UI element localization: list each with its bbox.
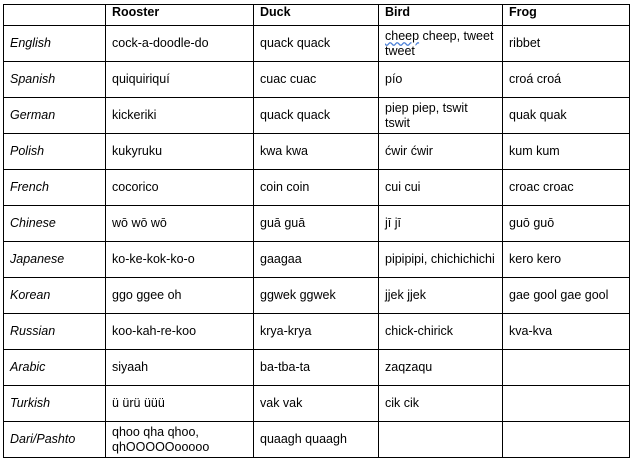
duck-cell: quack quack <box>254 98 379 134</box>
animal-sounds-table <box>3 4 630 458</box>
bird-cell: cui cui <box>379 170 503 206</box>
frog-cell: guō guō <box>503 206 630 242</box>
spellcheck-underlined-word: cheep <box>385 29 420 43</box>
duck-cell: quack quack <box>254 26 379 62</box>
language-cell: Korean <box>4 278 106 314</box>
bird-cell <box>379 422 503 458</box>
table-row <box>4 206 630 242</box>
header-row <box>4 5 630 26</box>
duck-cell: ba-tba-ta <box>254 350 379 386</box>
rooster-cell: wō wō wō <box>106 206 254 242</box>
table-row <box>4 98 630 134</box>
language-cell: Polish <box>4 134 106 170</box>
rooster-cell: cock-a-doodle-do <box>106 26 254 62</box>
header-bird: Bird <box>379 5 503 26</box>
rooster-cell: qhoo qha qhoo, qhOOOOOooooo <box>106 422 254 458</box>
language-cell: Russian <box>4 314 106 350</box>
rooster-cell: siyaah <box>106 350 254 386</box>
header-duck: Duck <box>254 5 379 26</box>
frog-cell: kero kero <box>503 242 630 278</box>
language-cell: French <box>4 170 106 206</box>
table-row <box>4 278 630 314</box>
table-row <box>4 26 630 62</box>
bird-cell <box>379 26 503 62</box>
rooster-cell: ü ürü üüü <box>106 386 254 422</box>
duck-cell: krya-krya <box>254 314 379 350</box>
table-row <box>4 350 630 386</box>
table-row <box>4 170 630 206</box>
rooster-cell: kickeriki <box>106 98 254 134</box>
duck-cell: coin coin <box>254 170 379 206</box>
duck-cell: kwa kwa <box>254 134 379 170</box>
duck-cell: guā guā <box>254 206 379 242</box>
bird-cell: ćwir ćwir <box>379 134 503 170</box>
language-cell: Chinese <box>4 206 106 242</box>
bird-cell: cik cik <box>379 386 503 422</box>
duck-cell: quaagh quaagh <box>254 422 379 458</box>
rooster-cell: ko-ke-kok-ko-o <box>106 242 254 278</box>
frog-cell <box>503 350 630 386</box>
frog-cell: kva-kva <box>503 314 630 350</box>
duck-cell: gaagaa <box>254 242 379 278</box>
duck-cell: ggwek ggwek <box>254 278 379 314</box>
frog-cell: ribbet <box>503 26 630 62</box>
frog-cell <box>503 386 630 422</box>
rooster-cell: cocorico <box>106 170 254 206</box>
bird-cell: pío <box>379 62 503 98</box>
header-rooster: Rooster <box>106 5 254 26</box>
language-cell: Turkish <box>4 386 106 422</box>
rooster-cell: quiquiriquí <box>106 62 254 98</box>
table-row <box>4 242 630 278</box>
frog-cell: kum kum <box>503 134 630 170</box>
bird-cell: chick-chirick <box>379 314 503 350</box>
frog-cell: gae gool gae gool <box>503 278 630 314</box>
bird-cell-text: cheep, tweet tweet <box>385 29 494 58</box>
frog-cell <box>503 422 630 458</box>
frog-cell: croac croac <box>503 170 630 206</box>
header-frog: Frog <box>503 5 630 26</box>
rooster-cell: ggo ggee oh <box>106 278 254 314</box>
duck-cell: vak vak <box>254 386 379 422</box>
language-cell: Japanese <box>4 242 106 278</box>
rooster-cell: kukyruku <box>106 134 254 170</box>
language-cell: Dari/Pashto <box>4 422 106 458</box>
language-cell: Arabic <box>4 350 106 386</box>
bird-cell: jjek jjek <box>379 278 503 314</box>
frog-cell: croá croá <box>503 62 630 98</box>
bird-cell: pipipipi, chichichichi <box>379 242 503 278</box>
frog-cell: quak quak <box>503 98 630 134</box>
animal-sounds-table-wrapper <box>3 4 630 458</box>
table-row <box>4 134 630 170</box>
bird-cell: zaqzaqu <box>379 350 503 386</box>
language-cell: Spanish <box>4 62 106 98</box>
rooster-cell: koo-kah-re-koo <box>106 314 254 350</box>
table-row <box>4 386 630 422</box>
table-row <box>4 62 630 98</box>
bird-cell: piep piep, tswit tswit <box>379 98 503 134</box>
language-cell: German <box>4 98 106 134</box>
table-row <box>4 314 630 350</box>
table-row <box>4 422 630 458</box>
header-corner <box>4 5 106 26</box>
duck-cell: cuac cuac <box>254 62 379 98</box>
language-cell: English <box>4 26 106 62</box>
bird-cell: jī jī <box>379 206 503 242</box>
